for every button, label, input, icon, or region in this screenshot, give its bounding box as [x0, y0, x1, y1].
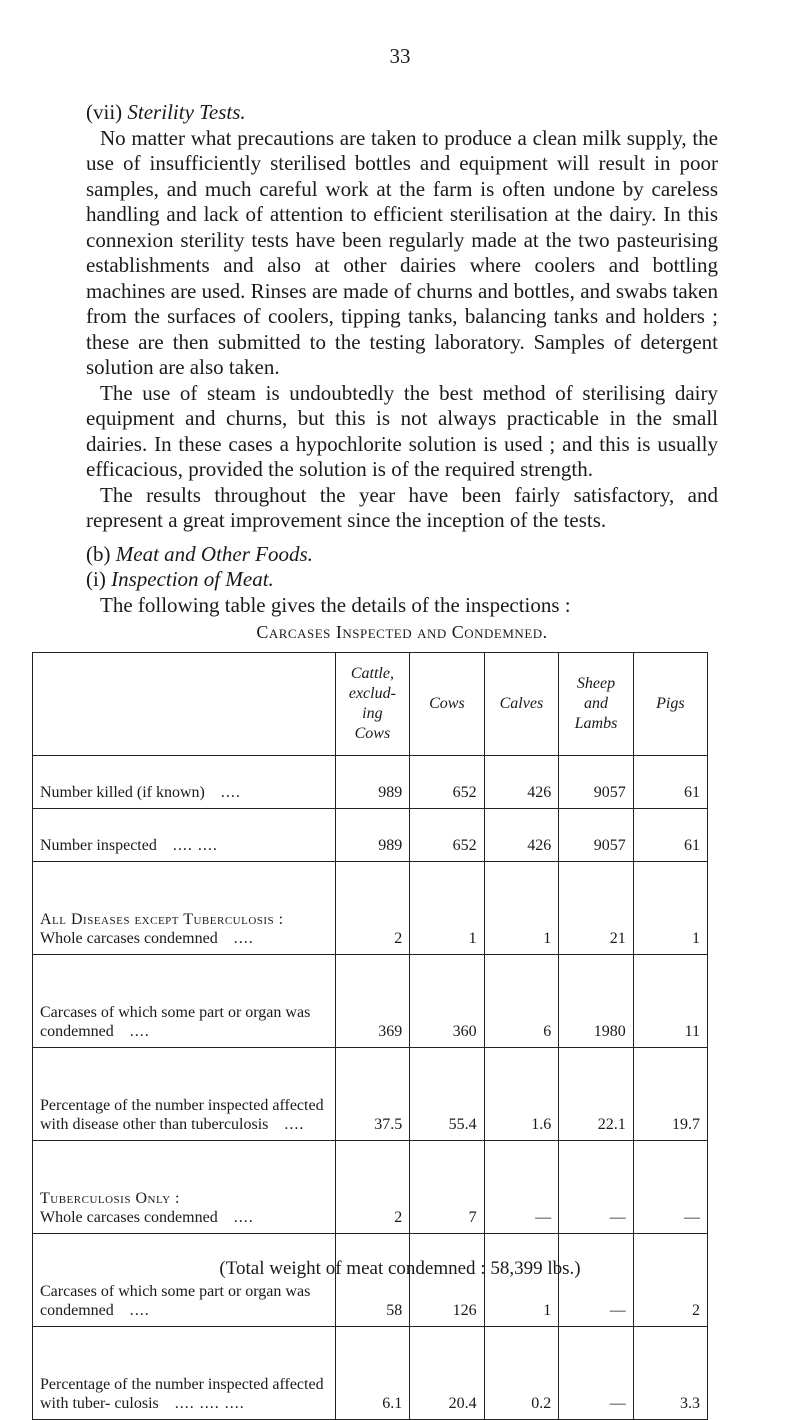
row-label [33, 1327, 336, 1420]
row-label [33, 1141, 336, 1234]
header-cattle: Cattle, exclud- ing Cows [335, 653, 410, 756]
body-text [86, 100, 718, 646]
row-label-text: Number inspected [40, 837, 157, 854]
table-cell: 19.7 [633, 1048, 707, 1141]
row-label [33, 862, 336, 955]
row-label-text: Percentage of the number inspected affected with disease other than tuberculosis [40, 1097, 324, 1133]
table-cell: 22.1 [559, 1048, 634, 1141]
header-sheep: Sheep and Lambs [559, 653, 634, 756]
table-cell: 0.2 [484, 1327, 559, 1420]
table-cell: 21 [559, 862, 634, 955]
table-cell: 55.4 [410, 1048, 484, 1141]
meat-intro: The following table gives the details of the inspections : [100, 592, 571, 617]
table-header-row [33, 653, 708, 756]
row-label-dots: .... .... [172, 837, 218, 854]
table-cell: 1 [484, 1234, 559, 1327]
row-label [33, 756, 336, 809]
table-cell: 6.1 [335, 1327, 410, 1420]
table-cell: 37.5 [335, 1048, 410, 1141]
meat-subheading-title: Inspection of Meat. [111, 567, 274, 591]
table-cell: — [484, 1141, 559, 1234]
table-cell: 989 [335, 756, 410, 809]
table-row [33, 955, 708, 1048]
row-label-dots: .... [129, 1023, 150, 1040]
sterility-paragraph-1: No matter what precautions are taken to produce a clean milk supply, the use of insufficiently sterilised bottles and equipment will result in poor samples, and much careful work at the farm is often undone by careless handling and lack of attention to efficient sterilisation at the dairy. In this connexion sterility tests have been regularly made at the two pasteurising establishments and also at other dairies where coolers and bottling machines are used. Rinses are made of churns and bottles, and swabs taken from the surfaces of coolers, tipping tanks, balancing tanks and holders ; these are then submitted to the testing laboratory. Samples of detergent solution are also taken. [86, 125, 718, 379]
table-cell: 426 [484, 756, 559, 809]
header-blank [33, 653, 336, 756]
row-label [33, 1048, 336, 1141]
row-label-dots: .... [233, 1209, 254, 1226]
table-cell: 1 [410, 862, 484, 955]
table-cell: 652 [410, 809, 484, 862]
table-cell: 9057 [559, 809, 634, 862]
row-label-text: Percentage of the number inspected affected with tuber- culosis [40, 1376, 324, 1412]
table-cell: — [559, 1327, 634, 1420]
sterility-heading [86, 100, 718, 126]
header-pigs: Pigs [633, 653, 707, 756]
table-cell: — [559, 1141, 634, 1234]
sterility-heading-num: (vii) [86, 100, 123, 124]
table-cell: 11 [633, 955, 707, 1048]
row-label-text: Number killed (if known) [40, 784, 205, 801]
table-body [33, 756, 708, 1420]
table-row [33, 756, 708, 809]
table-cell: 1.6 [484, 1048, 559, 1141]
table-row [33, 1048, 708, 1141]
table-cell: 2 [335, 1141, 410, 1234]
table-cell: 1980 [559, 955, 634, 1048]
meat-subheading [86, 567, 718, 593]
row-label-text: Carcases of which some part or organ was condemned [40, 1283, 311, 1319]
table-caption: Carcases Inspected and Condemned. [256, 622, 548, 642]
row-label-text: Whole carcases condemned [40, 930, 218, 947]
footnote: (Total weight of meat condemned : 58,399 lbs.) [219, 1258, 581, 1279]
row-label-dots: .... [129, 1302, 150, 1319]
table-cell: 20.4 [410, 1327, 484, 1420]
table-cell: 1 [484, 862, 559, 955]
table-cell: 58 [335, 1234, 410, 1327]
row-label-dots: .... [284, 1116, 305, 1133]
table-cell: 369 [335, 955, 410, 1048]
table-cell: 1 [633, 862, 707, 955]
table-cell: 652 [410, 756, 484, 809]
table-cell: 6 [484, 955, 559, 1048]
row-label-dots: .... [233, 930, 254, 947]
table-cell: 426 [484, 809, 559, 862]
table-cell: 9057 [559, 756, 634, 809]
table-cell: 2 [335, 862, 410, 955]
row-section: All Diseases except Tuberculosis : [40, 911, 284, 928]
table-cell: 7 [410, 1141, 484, 1234]
table-cell: 989 [335, 809, 410, 862]
row-label-text: Carcases of which some part or organ was condemned [40, 1004, 311, 1040]
inspection-table [32, 652, 708, 1420]
row-label-dots: .... [220, 784, 241, 801]
meat-subheading-num: (i) [86, 567, 106, 591]
table-cell: 126 [410, 1234, 484, 1327]
page-number: 33 [389, 44, 411, 68]
row-section: Tuberculosis Only : [40, 1190, 180, 1207]
table-cell: 360 [410, 955, 484, 1048]
table-row [33, 1327, 708, 1420]
table-cell: 2 [633, 1234, 707, 1327]
meat-heading-num: (b) [86, 541, 111, 566]
table-row [33, 809, 708, 862]
table-cell: — [559, 1234, 634, 1327]
table-cell: 3.3 [633, 1327, 707, 1420]
table-row [33, 1234, 708, 1327]
meat-heading [86, 542, 718, 568]
row-label [33, 809, 336, 862]
table-cell: 61 [633, 809, 707, 862]
table-cell: — [633, 1141, 707, 1234]
header-cows: Cows [410, 653, 484, 756]
table-row [33, 1141, 708, 1234]
meat-heading-title: Meat and Other Foods. [115, 541, 313, 566]
header-calves: Calves [484, 653, 559, 756]
table-row [33, 862, 708, 955]
sterility-paragraph-3: The results throughout the year have been fairly satisfactory, and represent a great improvement since the inception of the tests. [86, 482, 718, 532]
sterility-paragraph-2: The use of steam is undoubtedly the best method of sterilising dairy equipment and churns, but this is not always practicable in the small dairies. In these cases a hypochlorite solution is used ; and this is usually efficacious, provided the solution is of the required strength. [86, 380, 718, 481]
row-label-dots: .... .... .... [174, 1395, 245, 1412]
table-cell: 61 [633, 756, 707, 809]
row-label [33, 1234, 336, 1327]
sterility-heading-title: Sterility Tests. [127, 100, 246, 124]
inspection-table-wrap [32, 652, 708, 1420]
row-label [33, 955, 336, 1048]
row-label-text: Whole carcases condemned [40, 1209, 218, 1226]
